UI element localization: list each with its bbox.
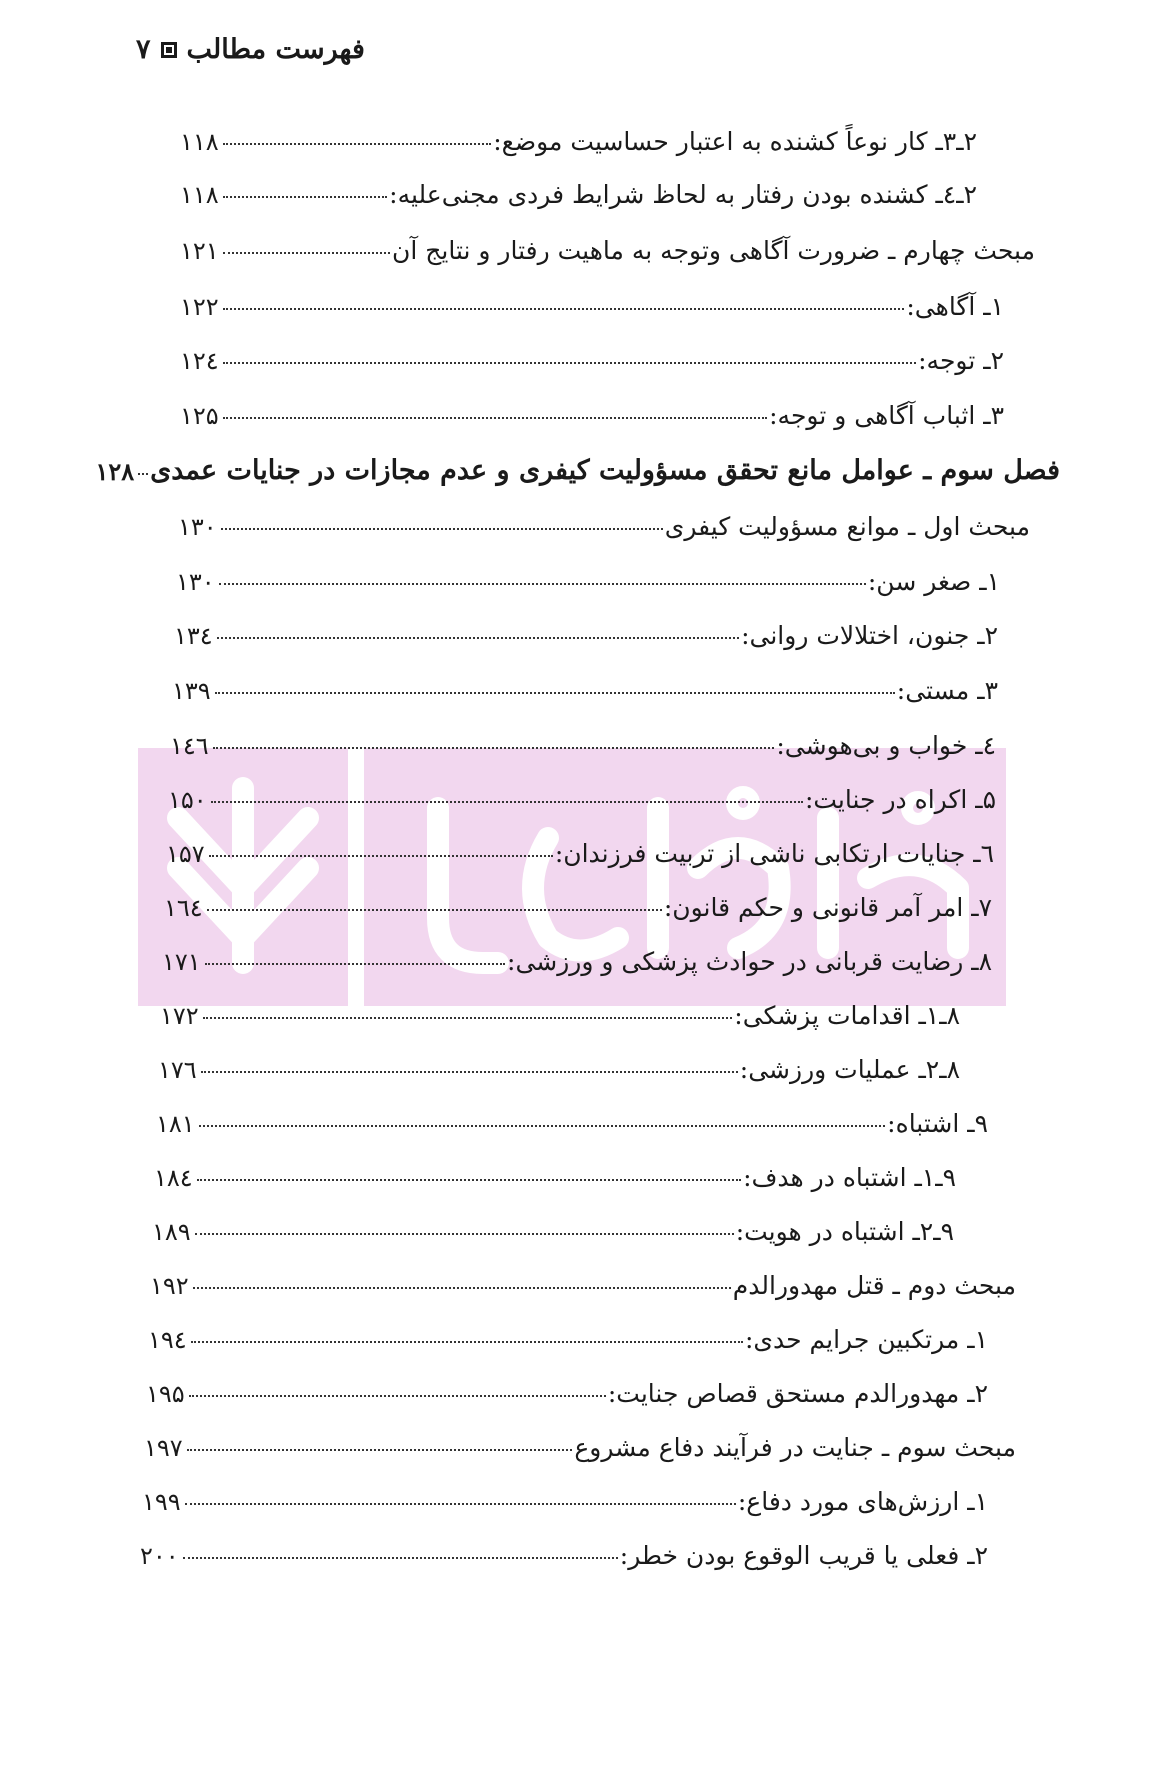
toc-entry[interactable] xyxy=(144,1410,1016,1462)
toc-entry[interactable] xyxy=(160,978,960,1030)
entry-page: ۱٤٦ xyxy=(170,732,209,760)
entry-title: ۵ـ اکراه در جنایت: xyxy=(804,785,996,814)
dot-leader xyxy=(223,143,492,145)
dot-leader xyxy=(213,747,775,749)
entry-title: مبحث چهارم ـ ضرورت آگاهی وتوجه به ماهیت رفتار و نتایج آن xyxy=(392,236,1035,265)
header-page-number: ۷ xyxy=(136,34,151,65)
toc-entry[interactable] xyxy=(168,762,996,814)
dot-leader xyxy=(201,1071,738,1073)
entry-page: ۱۷٦ xyxy=(158,1056,197,1084)
toc-entry[interactable] xyxy=(154,1140,956,1192)
dot-leader xyxy=(215,692,895,694)
dot-leader xyxy=(205,963,505,965)
entry-title: ۲ـ٤ـ کشنده بودن رفتار به لحاظ شرایط فردی مجنی‌علیه: xyxy=(389,180,977,209)
square-bullet-icon xyxy=(161,42,177,58)
entry-page: ۱۹۹ xyxy=(142,1488,181,1516)
dot-leader xyxy=(223,252,390,254)
dot-leader xyxy=(217,637,739,639)
entry-page: ۱۱۸ xyxy=(180,181,219,209)
entry-title: ۸ـ رضایت قربانی در حوادث پزشکی و ورزشی: xyxy=(507,947,992,976)
dot-leader xyxy=(187,1449,573,1451)
dot-leader xyxy=(223,308,905,310)
entry-page: ۱۳٤ xyxy=(174,622,213,650)
dot-leader xyxy=(223,196,387,198)
toc-entry[interactable] xyxy=(146,1356,988,1408)
entry-page: ۱۲٤ xyxy=(180,347,219,375)
dot-leader xyxy=(211,801,803,803)
entry-page: ۱۵۰ xyxy=(168,786,207,814)
dot-leader xyxy=(189,1395,606,1397)
header-title: فهرست مطالب xyxy=(186,34,365,65)
entry-title: ۱ـ ارزش‌های مورد دفاع: xyxy=(737,1487,988,1516)
toc-entry[interactable] xyxy=(170,708,996,760)
entry-title: مبحث سوم ـ جنایت در فرآیند دفاع مشروع xyxy=(574,1433,1016,1462)
dot-leader xyxy=(223,417,767,419)
toc-entry[interactable] xyxy=(178,489,1030,541)
dot-leader xyxy=(209,855,553,857)
entry-page: ۱۷۲ xyxy=(160,1002,199,1030)
entry-title: ۸ـ۲ـ عملیات ورزشی: xyxy=(739,1055,960,1084)
toc-entry[interactable] xyxy=(164,870,992,922)
toc-entry[interactable] xyxy=(150,1248,1016,1300)
dot-leader xyxy=(221,528,663,530)
entry-title: ۱ـ صغر سن: xyxy=(867,567,1000,596)
entry-title: مبحث اول ـ موانع مسؤولیت کیفری xyxy=(664,512,1030,541)
dot-leader xyxy=(195,1233,734,1235)
toc-entry[interactable] xyxy=(172,653,998,705)
entry-title: ۱ـ مرتکبین جرایم حدی: xyxy=(744,1325,988,1354)
toc-entry[interactable] xyxy=(180,378,1004,430)
dot-leader xyxy=(185,1503,736,1505)
entry-title: فصل سوم ـ عوامل مانع تحقق مسؤولیت کیفری و عدم مجازات در جنایات عمدی xyxy=(150,455,1060,486)
entry-page: ۱۸٤ xyxy=(154,1164,193,1192)
entry-page: ۱۲۱ xyxy=(180,237,219,265)
entry-page: ۱۹۷ xyxy=(144,1434,183,1462)
entry-title: ۳ـ اثباب آگاهی و توجه: xyxy=(769,401,1004,430)
entry-page: ۱۹۵ xyxy=(146,1380,185,1408)
dot-leader xyxy=(223,362,916,364)
entry-title: ۱ـ آگاهی: xyxy=(906,292,1004,321)
toc-entry[interactable] xyxy=(174,598,998,650)
toc-entry[interactable] xyxy=(148,1302,988,1354)
dot-leader xyxy=(203,1017,733,1019)
toc-entry[interactable] xyxy=(180,323,1004,375)
dot-leader xyxy=(183,1557,618,1559)
entry-title: ٤ـ خواب و بی‌هوشی: xyxy=(776,731,996,760)
toc-entry[interactable] xyxy=(166,816,994,868)
entry-page: ۲۰۰ xyxy=(140,1542,179,1570)
dot-leader xyxy=(197,1179,741,1181)
entry-page: ۱۲۵ xyxy=(180,402,219,430)
entry-page: ۱۲۸ xyxy=(95,457,135,486)
entry-title: ۹ـ۱ـ اشتباه در هدف: xyxy=(743,1163,956,1192)
entry-page: ۱۳۰ xyxy=(178,513,217,541)
entry-title: ۲ـ مهدورالدم مستحق قصاص جنایت: xyxy=(607,1379,988,1408)
toc-entry-chapter[interactable] xyxy=(95,434,1060,486)
entry-title: مبحث دوم ـ قتل مهدورالدم xyxy=(732,1271,1016,1300)
toc-entry[interactable] xyxy=(176,544,1000,596)
dot-leader xyxy=(138,473,148,475)
toc-entry[interactable] xyxy=(142,1464,988,1516)
entry-page: ۱۹٤ xyxy=(148,1326,187,1354)
entry-title: ۳ـ مستی: xyxy=(896,676,998,705)
toc-entry[interactable] xyxy=(180,104,977,156)
entry-page: ۱۹۲ xyxy=(150,1272,189,1300)
toc-entry[interactable] xyxy=(180,213,1035,265)
entry-page: ۱۳۰ xyxy=(176,568,215,596)
entry-page: ۱۳۹ xyxy=(172,677,211,705)
entry-title: ٦ـ جنایات ارتکابی ناشی از تربیت فرزندان: xyxy=(554,839,994,868)
entry-title: ۷ـ امر آمر قانونی و حکم قانون: xyxy=(663,893,992,922)
toc-entry[interactable] xyxy=(140,1518,988,1570)
dot-leader xyxy=(199,1125,886,1127)
toc-entry[interactable] xyxy=(162,924,992,976)
entry-title: ۹ـ۲ـ اشتباه در هویت: xyxy=(735,1217,954,1246)
entry-page: ۱۲۲ xyxy=(180,293,219,321)
dot-leader xyxy=(191,1341,743,1343)
entry-title: ۸ـ۱ـ اقدامات پزشکی: xyxy=(734,1001,960,1030)
dot-leader xyxy=(219,583,866,585)
entry-title: ۲ـ جنون، اختلالات روانی: xyxy=(741,621,998,650)
toc-entry[interactable] xyxy=(156,1086,988,1138)
dot-leader xyxy=(207,909,662,911)
toc-entry[interactable] xyxy=(158,1032,960,1084)
entry-title: ۲ـ۳ـ کار نوعاً کشنده به اعتبار حساسیت موضع: xyxy=(493,127,977,156)
entry-page: ۱۸۱ xyxy=(156,1110,195,1138)
page-header xyxy=(136,34,365,65)
entry-page: ۱٦٤ xyxy=(164,894,203,922)
entry-title: ۲ـ فعلی یا قریب الوقوع بودن خطر: xyxy=(619,1541,988,1570)
entry-title: ۲ـ توجه: xyxy=(918,346,1004,375)
entry-page: ۱۸۹ xyxy=(152,1218,191,1246)
entry-page: ۱۵۷ xyxy=(166,840,205,868)
toc-entry[interactable] xyxy=(180,269,1004,321)
dot-leader xyxy=(193,1287,731,1289)
entry-page: ۱۷۱ xyxy=(162,948,201,976)
toc-entry[interactable] xyxy=(152,1194,954,1246)
toc-entry[interactable] xyxy=(180,157,977,209)
entry-title: ۹ـ اشتباه: xyxy=(887,1109,988,1138)
entry-page: ۱۱۸ xyxy=(180,128,219,156)
